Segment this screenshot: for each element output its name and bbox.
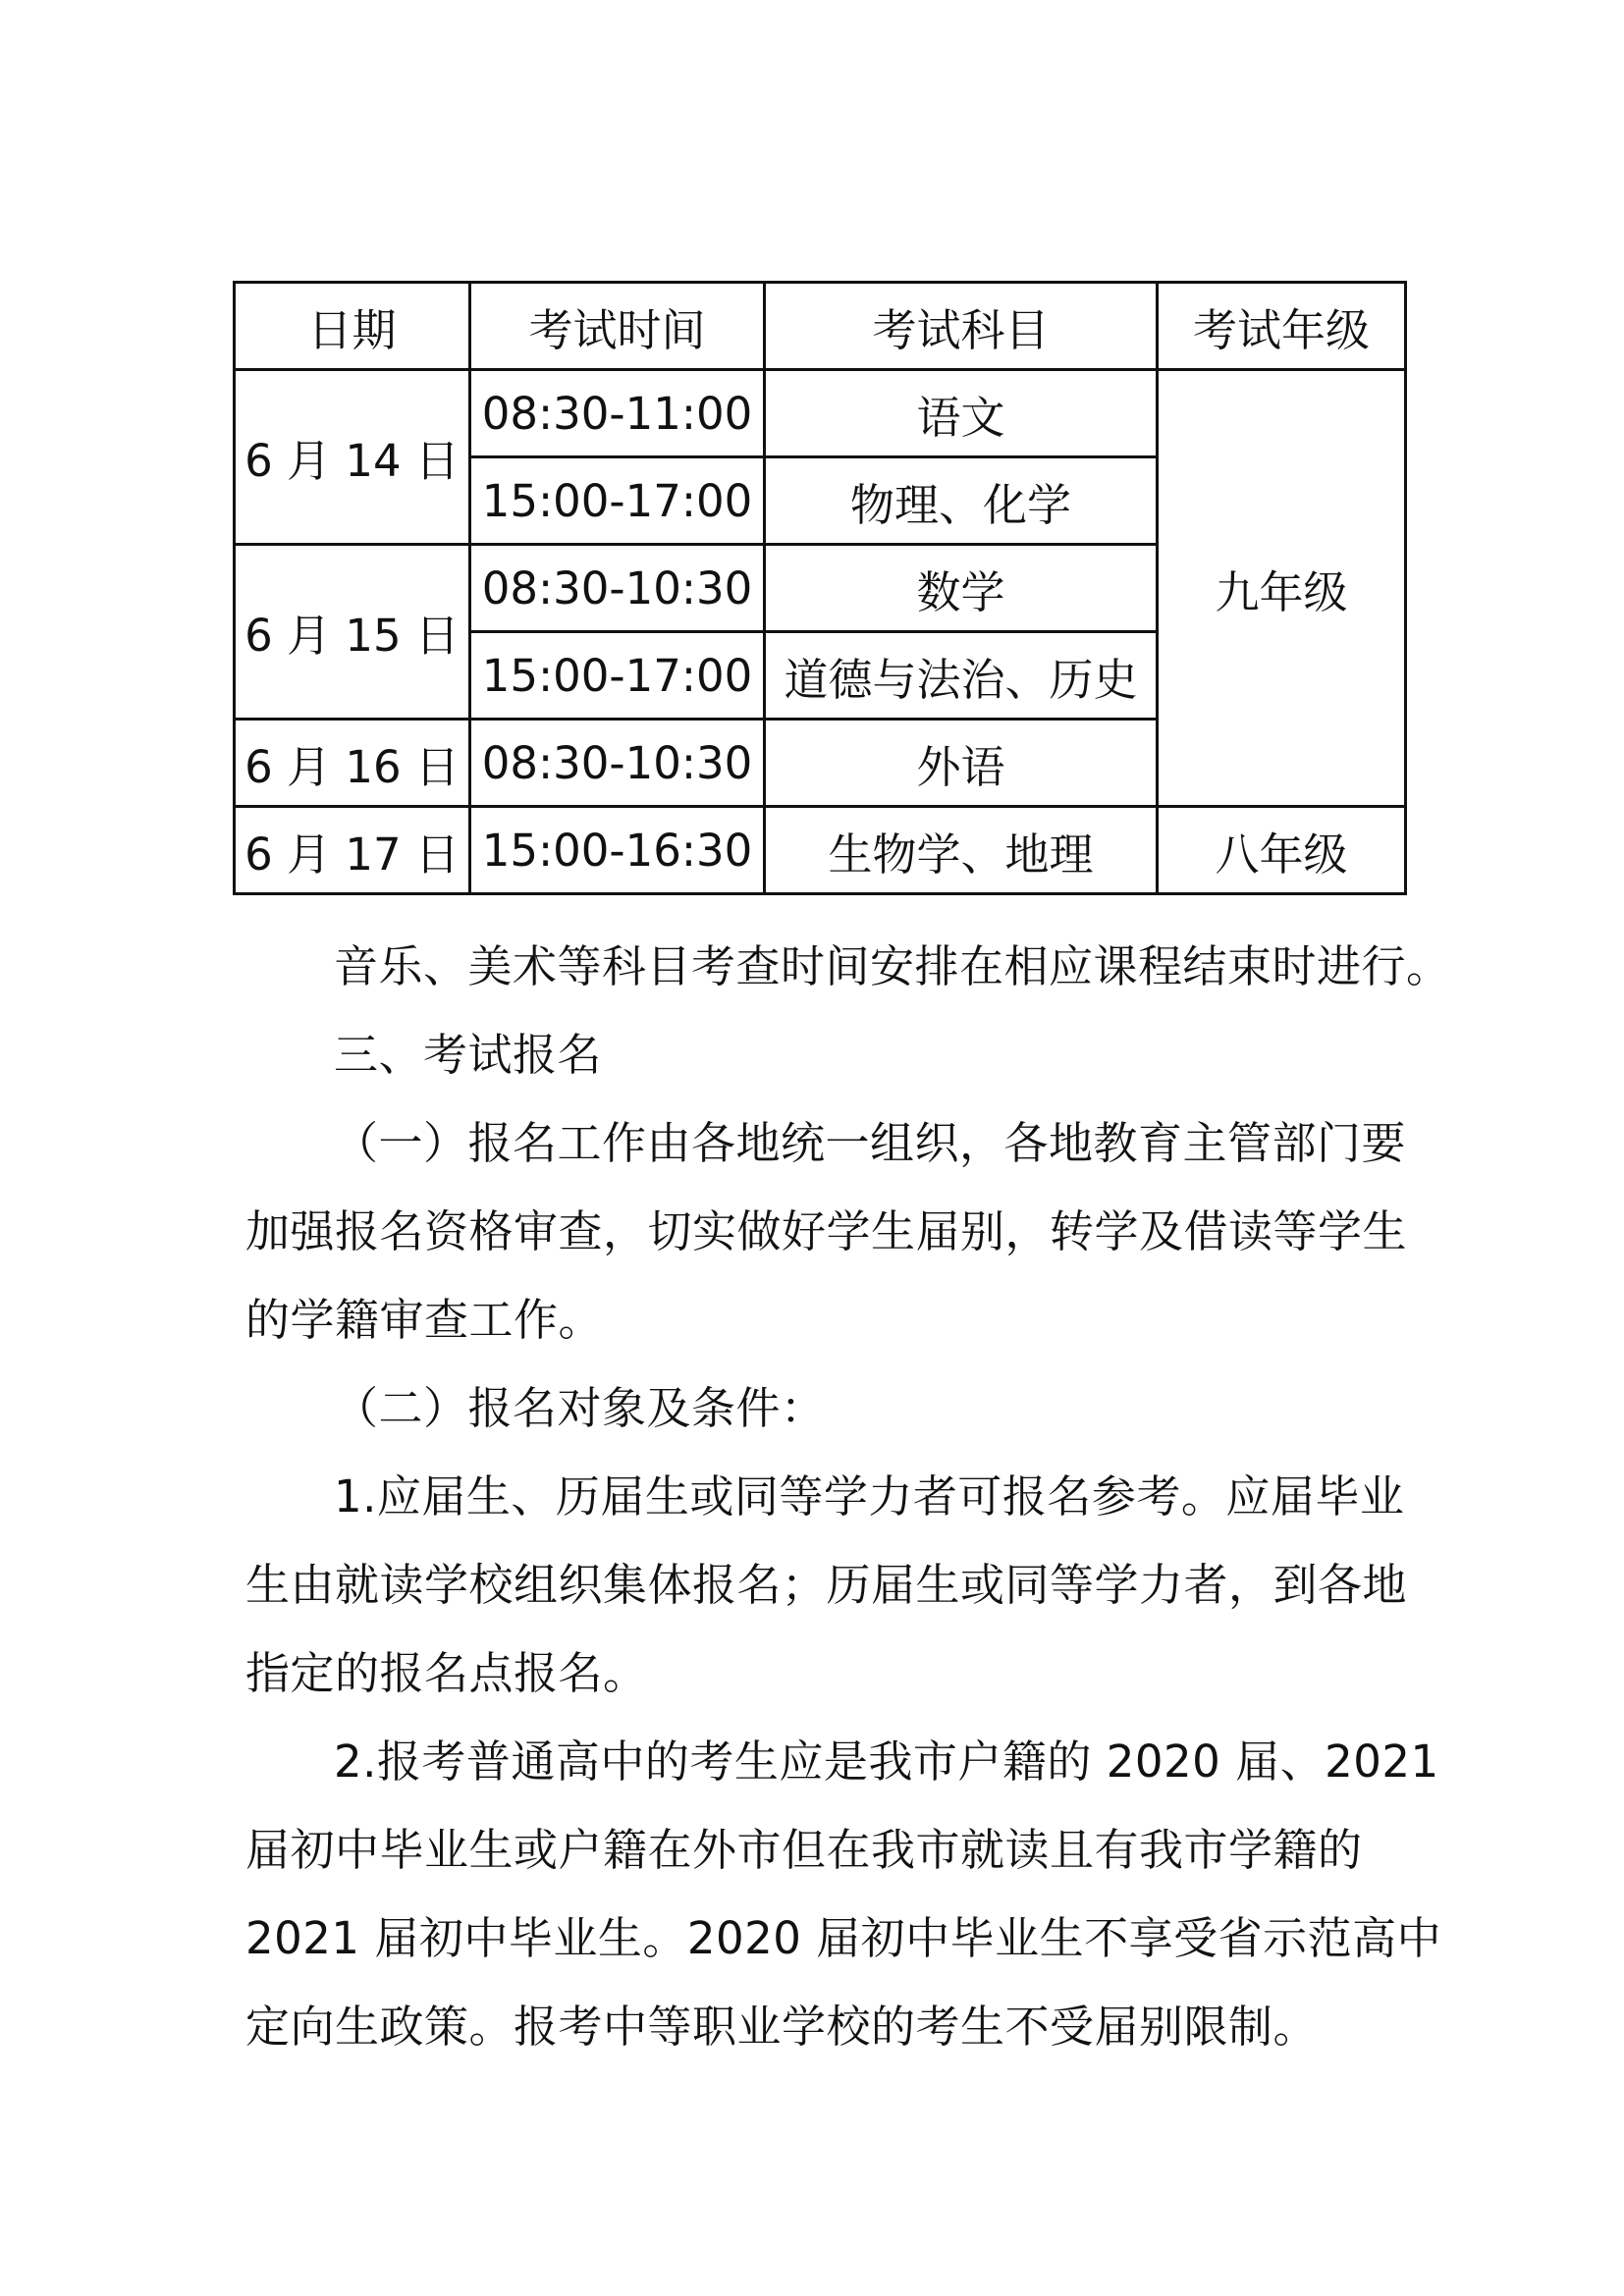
note-text: 音乐、美术等科目考查时间安排在相应课程结束时进行。: [334, 940, 1451, 992]
paragraph-line: 2.报考普通高中的考生应是我市户籍的 2020 届、2021: [334, 1735, 1439, 1788]
paragraph-line: 的学籍审查工作。: [245, 1294, 604, 1346]
subsection-heading-text: （二）报名对象及条件：: [334, 1382, 826, 1434]
subject-cell: 道德与法治、历史: [765, 632, 1158, 720]
subject-cell: 语文: [765, 370, 1158, 457]
table-header-row: [235, 283, 1406, 370]
date-cell: 6 月 17 日: [235, 807, 470, 894]
date-cell: 6 月 15 日: [235, 545, 470, 720]
paragraph-line: 加强报名资格审查，切实做好学生届别，转学及借读等学生: [245, 1205, 1408, 1257]
exam-schedule-table: [233, 281, 1407, 895]
subsection-heading: [245, 1364, 1404, 1453]
note-paragraph: [245, 923, 1451, 1011]
section-heading: [245, 1011, 1404, 1099]
paragraph-line: 1.应届生、历届生或同等学力者可报名参考。应届毕业: [334, 1470, 1405, 1522]
header-grade: 考试年级: [1158, 283, 1406, 370]
header-subject: 考试科目: [765, 283, 1158, 370]
paragraph-registration-organization: [245, 1099, 1408, 1364]
paragraph-line: 生由就读学校组织集体报名；历届生或同等学力者，到各地: [245, 1559, 1408, 1611]
paragraph-line: （一）报名工作由各地统一组织，各地教育主管部门要: [334, 1117, 1407, 1169]
subject-cell: 外语: [765, 720, 1158, 807]
time-cell: 08:30-10:30: [470, 545, 765, 632]
time-cell: 15:00-16:30: [470, 807, 765, 894]
time-cell: 15:00-17:00: [470, 457, 765, 545]
paragraph-line: 指定的报名点报名。: [245, 1647, 648, 1699]
paragraph-item-1: [245, 1453, 1408, 1718]
paragraph-item-2: [245, 1718, 1442, 2071]
time-cell: 08:30-11:00: [470, 370, 765, 457]
paragraph-line: 届初中毕业生或户籍在外市但在我市就读且有我市学籍的: [245, 1824, 1363, 1876]
date-cell: 6 月 14 日: [235, 370, 470, 545]
paragraph-line: 定向生政策。报考中等职业学校的考生不受届别限制。: [245, 2001, 1319, 2053]
header-date: 日期: [235, 283, 470, 370]
subject-cell: 物理、化学: [765, 457, 1158, 545]
date-cell: 6 月 16 日: [235, 720, 470, 807]
section-heading-text: 三、考试报名: [334, 1029, 603, 1081]
time-cell: 08:30-10:30: [470, 720, 765, 807]
subject-cell: 数学: [765, 545, 1158, 632]
header-time: 考试时间: [470, 283, 765, 370]
time-cell: 15:00-17:00: [470, 632, 765, 720]
table-row: [235, 807, 1406, 894]
table-row: [235, 370, 1406, 457]
subject-cell: 生物学、地理: [765, 807, 1158, 894]
paragraph-line: 2021 届初中毕业生。2020 届初中毕业生不享受省示范高中: [245, 1912, 1442, 1964]
grade-cell: 九年级: [1158, 370, 1406, 807]
grade-cell: 八年级: [1158, 807, 1406, 894]
